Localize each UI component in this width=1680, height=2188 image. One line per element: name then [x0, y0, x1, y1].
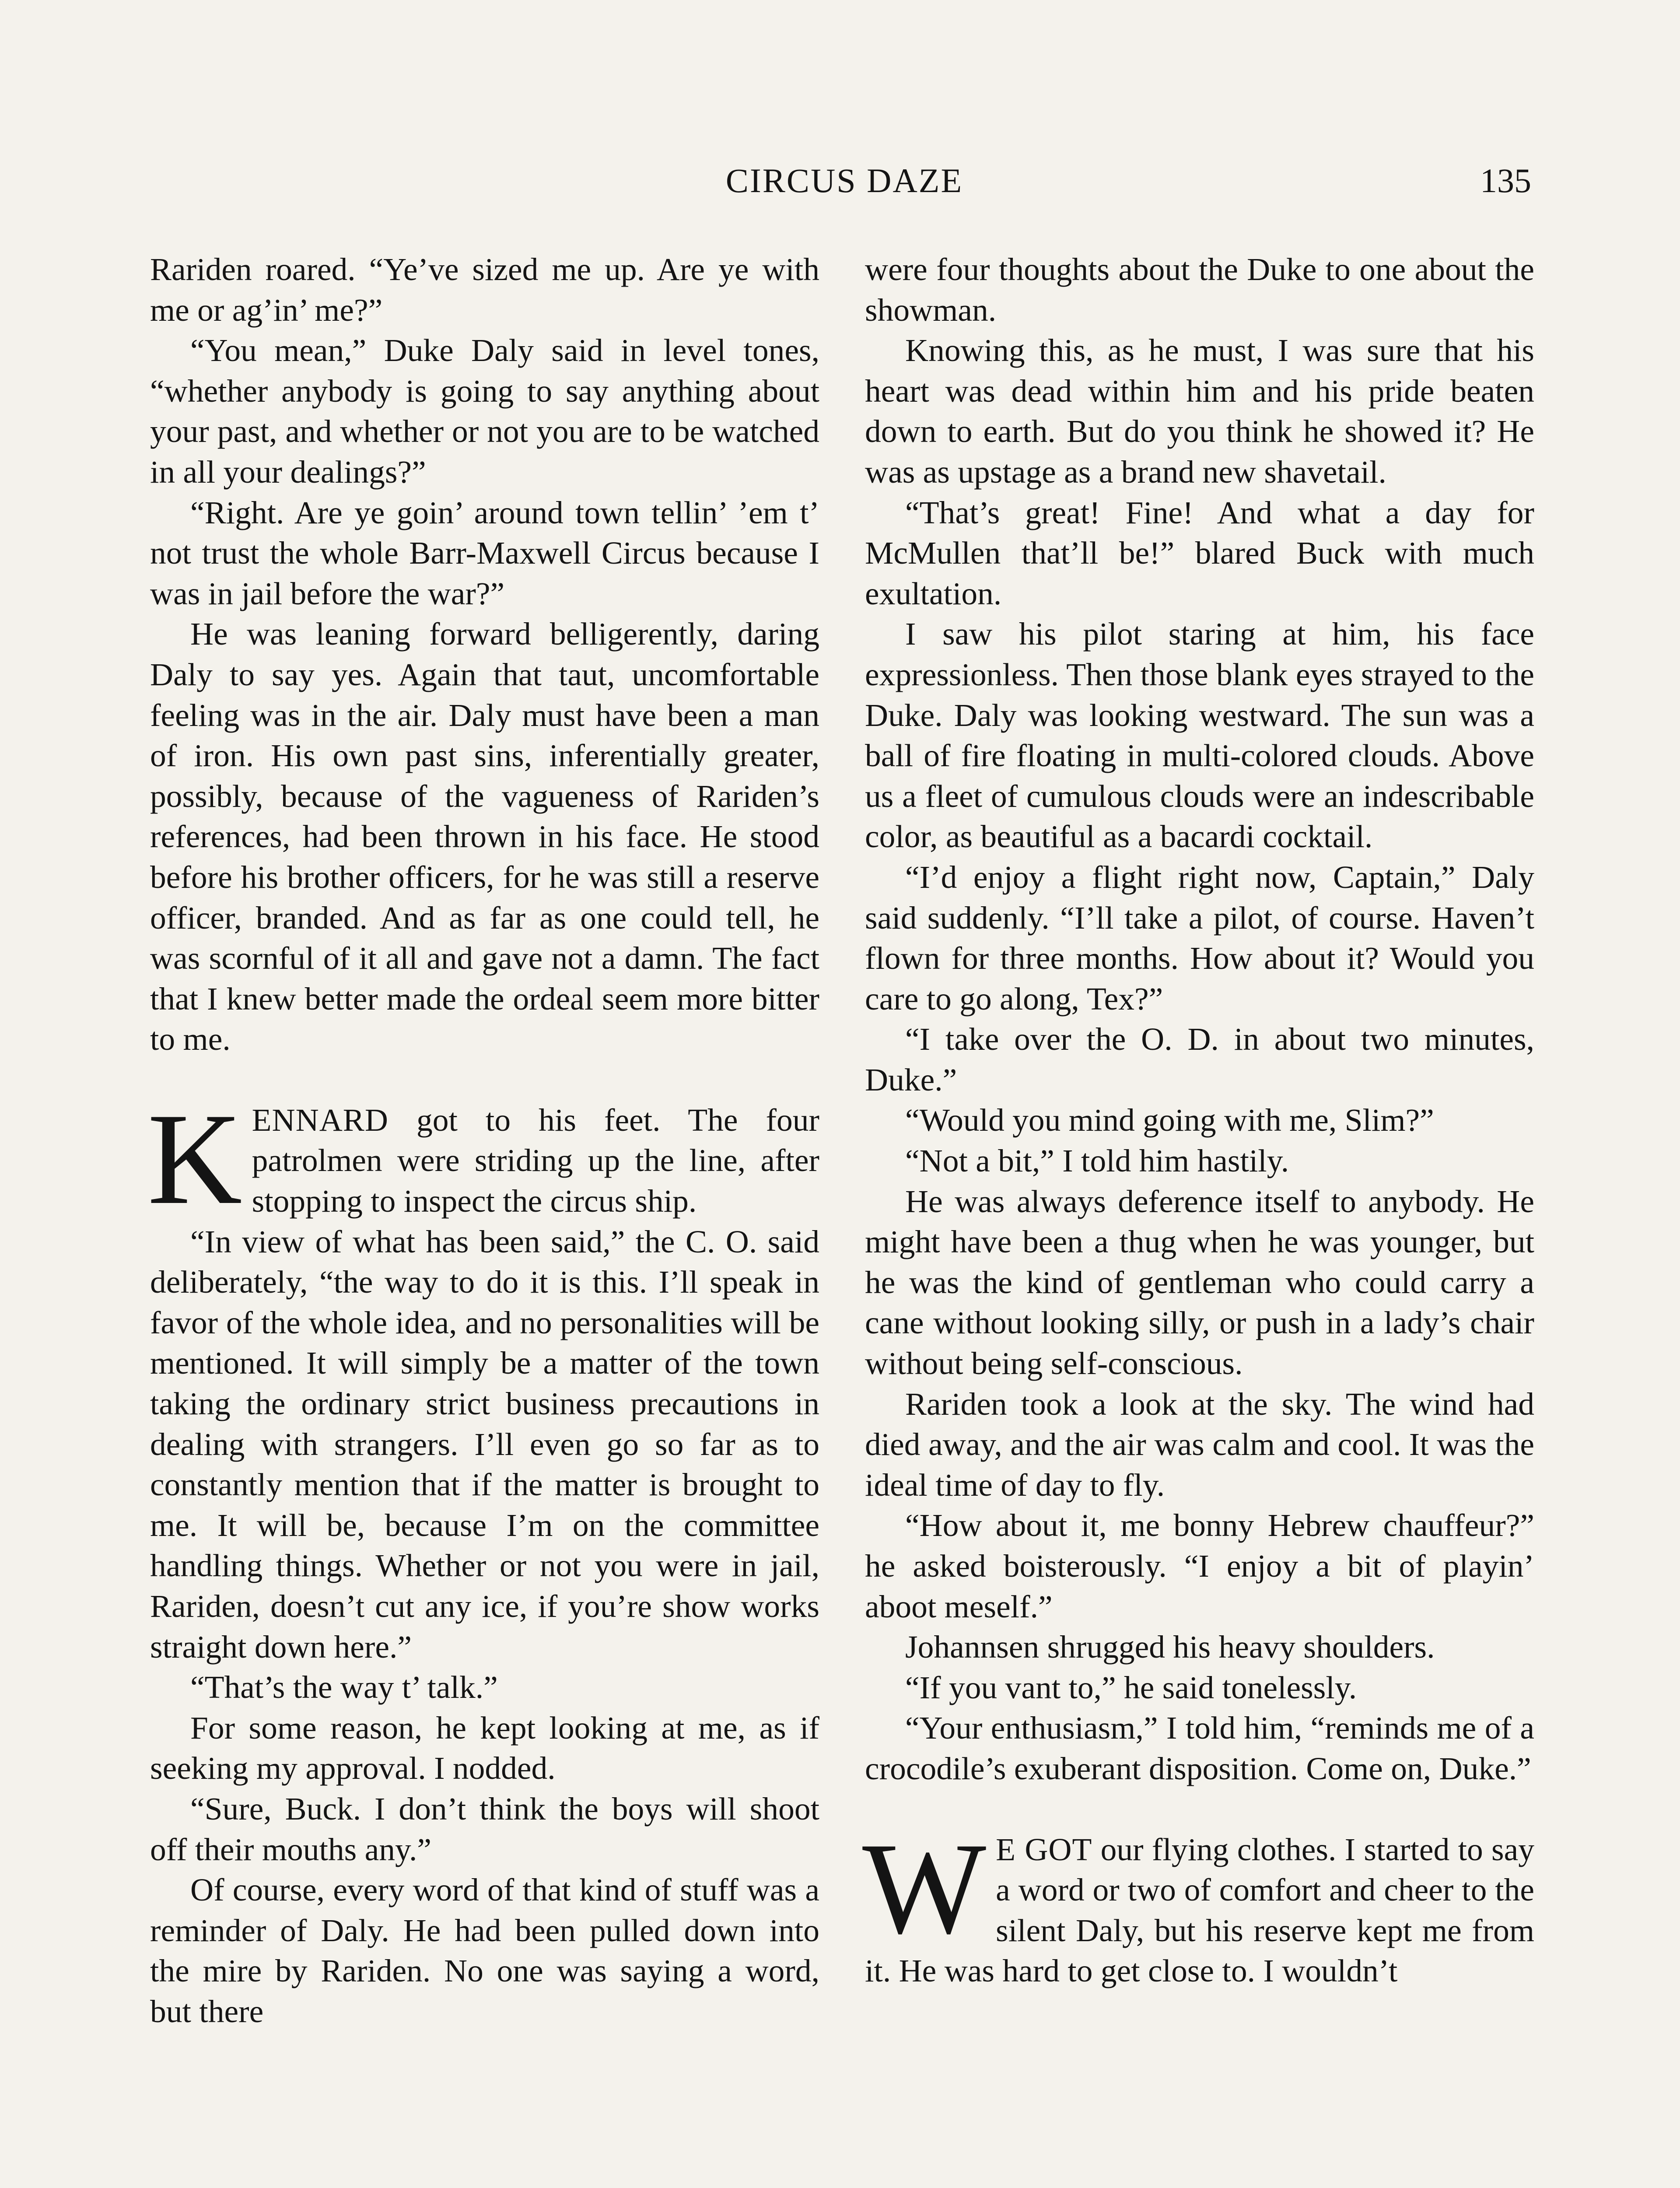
paragraph: “I take over the O. D. in about two minutes, Duke.” [865, 1021, 1534, 1098]
section-opening-paragraph [862, 1815, 1534, 1992]
paragraph: “Not a bit,” I told him hastily. [905, 1143, 1289, 1179]
small-caps-lead: E GOT [996, 1831, 1092, 1867]
paragraph: For some reason, he kept looking at me, as if seeking my approval. I nodded. [150, 1710, 819, 1786]
paragraph: Rariden took a look at the sky. The wind had died away, and the air was calm and cool. It was the ideal time of day to fly. [865, 1386, 1534, 1503]
page-number: 135 [1480, 161, 1531, 200]
paragraph: “Sure, Buck. I don’t think the boys will shoot off their mouths any.” [150, 1791, 819, 1867]
paragraph: “How about it, me bonny Hebrew chauffeur?” he asked boisterously. “I enjoy a bit of playin’ aboot meself.” [865, 1508, 1534, 1624]
paragraph: “That’s the way t’ talk.” [190, 1669, 498, 1705]
section-opening-paragraph [147, 1086, 819, 1231]
paragraph: “In view of what has been said,” the C. O. said deliberately, “the way to do it is this. I’ll speak in favor of the whole idea, and no personalities will be mentioned. It will simply be a matter of the town taking the ordinary strict business precautions in dealing with strangers. I’ll even go so far as to constantly mention that if the matter is brought to me. It will be, because I’m on the committee handling things. Whether or not you were in jail, Rariden, doesn’t cut any ice, if you’re show works straight down here.” [150, 1224, 819, 1665]
right-column [862, 249, 1534, 1992]
paragraph: Of course, every word of that kind of stuff was a reminder of Daly. He had been pulled down into the mire by Rariden. No one was saying a word, but there [150, 1872, 819, 2029]
drop-cap: K [147, 1086, 242, 1231]
paragraph: “I’d enjoy a flight right now, Captain,” Daly said suddenly. “I’ll take a pilot, of course. Haven’t flown for three months. How about it? Would you care to go along, Tex?” [865, 859, 1534, 1017]
running-header [0, 161, 1680, 205]
paragraph: Rariden roared. “Ye’ve sized me up. Are ye with me or ag’in’ me?” [150, 252, 819, 328]
running-title: CIRCUS DAZE [725, 161, 963, 200]
paragraph: “Right. Are ye goin’ around town tellin’ ’em t’ not trust the whole Barr-Maxwell Circus because I was in jail before the war?” [150, 494, 819, 611]
paragraph-text: got to his feet. The four patrolmen were striding up the line, after stopping to inspect the circus ship. [252, 1102, 819, 1219]
paragraph: were four thoughts about the Duke to one about the showman. [865, 252, 1534, 328]
paragraph-text: our flying clothes. I started to say a word or two of comfort and cheer to the silent Daly, but his reserve kept me from it. He was hard to get close to. I wouldn’t [865, 1831, 1534, 1989]
paragraph: He was always deference itself to anybody. He might have been a thug when he was younger, but he was the kind of gentleman who could carry a cane without looking silly, or push in a lady’s chair without being self-conscious. [865, 1183, 1534, 1382]
paragraph: Knowing this, as he must, I was sure that his heart was dead within him and his pride beaten down to earth. But do you think he showed it? He was as upstage as a brand new shavetail. [865, 333, 1534, 490]
paragraph: I saw his pilot staring at him, his face expressionless. Then those blank eyes strayed to the Duke. Daly was looking westward. The sun was a ball of fire floating in multi-colored clouds. Above us a fleet of cumulous clouds were an indescribable color, as beautiful as a bacardi cocktail. [865, 616, 1534, 855]
paragraph: Johannsen shrugged his heavy shoulders. [905, 1629, 1435, 1665]
small-caps-lead: ENNARD [252, 1102, 388, 1138]
paragraph: “Your enthusiasm,” I told him, “reminds me of a crocodile’s exuberant disposition. Come on, Duke.” [865, 1710, 1534, 1786]
paragraph: “You mean,” Duke Daly said in level tones, “whether anybody is going to say anything about your past, and whether or not you are to be watched in all your dealings?” [150, 333, 819, 490]
paragraph: “If you vant to,” he said tonelessly. [905, 1669, 1357, 1705]
paragraph: “That’s great! Fine! And what a day for McMullen that’ll be!” blared Buck with much exultation. [865, 494, 1534, 611]
drop-cap: W [862, 1815, 987, 1961]
paragraph: He was leaning forward belligerently, daring Daly to say yes. Again that taut, uncomfortable feeling was in the air. Daly must have been a man of iron. His own past sins, inferentially greater, possibly, because of the vagueness of Rariden’s references, had been thrown in his face. He stood before his brother officers, for he was still a reserve officer, branded. And as far as one could tell, he was scornful of it all and gave not a damn. The fact that I knew better made the ordeal seem more bitter to me. [150, 616, 819, 1057]
left-column [147, 249, 819, 2032]
paragraph: “Would you mind going with me, Slim?” [905, 1102, 1434, 1138]
